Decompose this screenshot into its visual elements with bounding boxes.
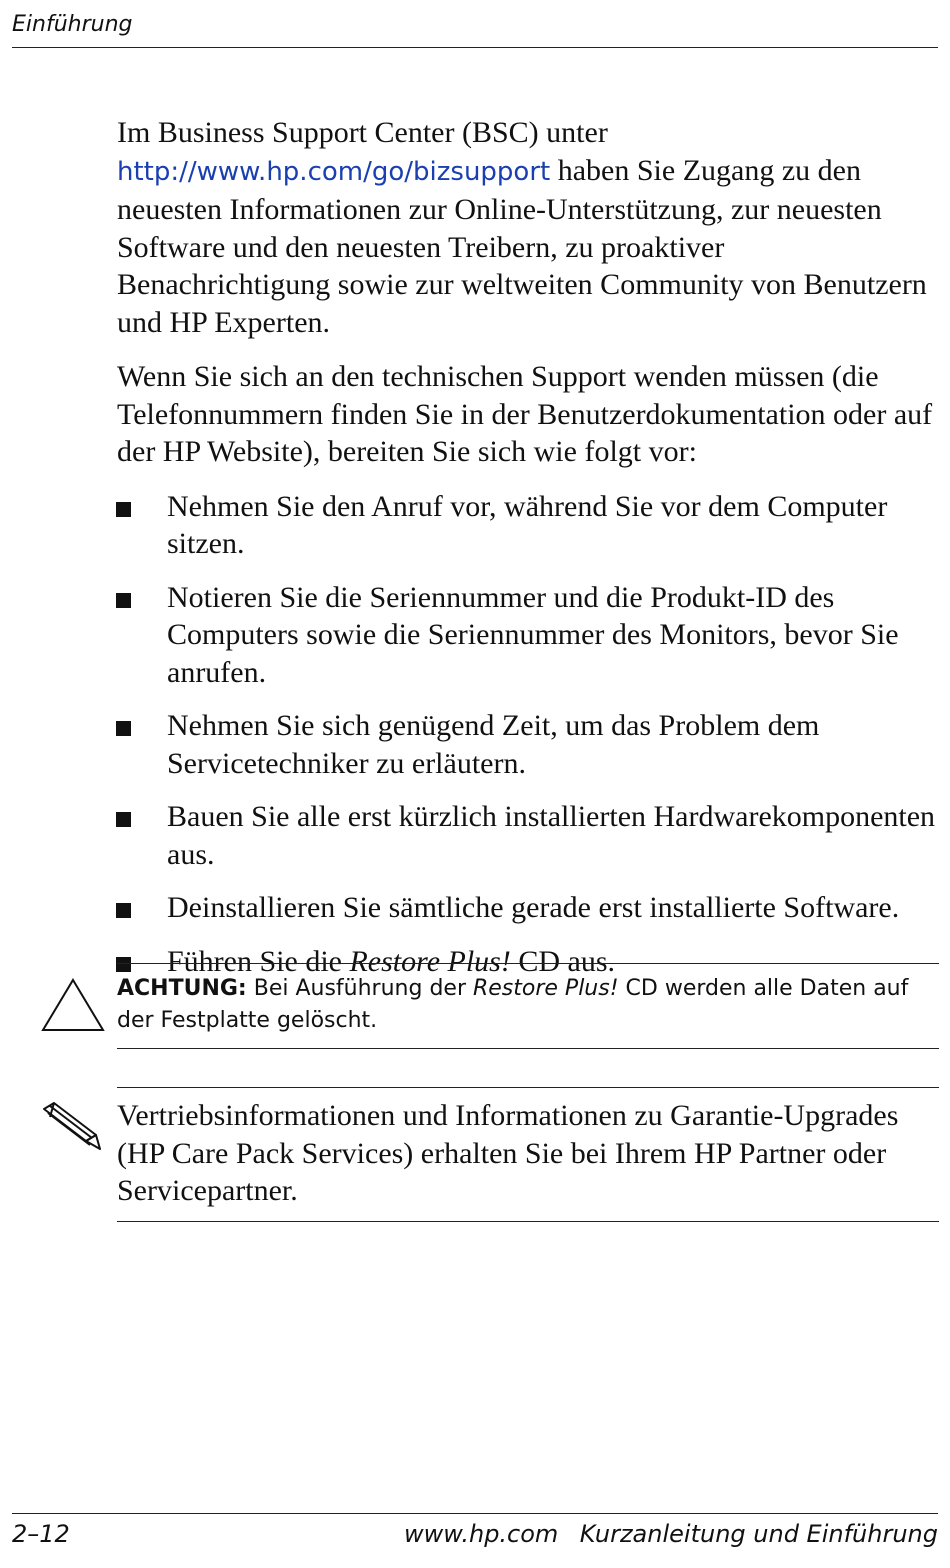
- list-item: [117, 707, 939, 782]
- footer-doc-title: Kurzanleitung und Einführung: [579, 1520, 938, 1548]
- caution-text-post: CD werden alle Daten auf der Festplatte gelöscht.: [117, 976, 909, 1033]
- note-rule-bottom: [117, 1221, 939, 1222]
- footer-url[interactable]: www.hp.com: [404, 1520, 559, 1548]
- list-item-text: Deinstallieren Sie sämtliche gerade erst installierte Software.: [167, 891, 900, 924]
- pencil-note-icon: [40, 1101, 102, 1153]
- paragraph-bsc-rest: haben Sie Zugang zu den neuesten Informationen zur Online-Unterstützung, zur neuesten Software und den neuesten Treibern, zu proaktiver Benachrichtigung sowie zur weltweiten Community von Benutzern und HP Experten.: [117, 153, 927, 339]
- list-item-text: Nehmen Sie den Anruf vor, während Sie vor dem Computer sitzen.: [167, 489, 888, 560]
- restore-plus-title: Restore Plus!: [349, 944, 511, 978]
- list-item-text: Notieren Sie die Seriennummer und die Produkt-ID des Computers sowie die Seriennummer des Monitors, bevor Sie anrufen.: [167, 580, 899, 689]
- paragraph-support: Wenn Sie sich an den technischen Support wenden müssen (die Telefonnummern finden Sie in der Benutzerdokumentation oder auf der HP Website), bereiten Sie sich wie folgt vor:: [117, 360, 933, 468]
- caution-rule-bottom: [117, 1048, 939, 1049]
- paragraph-bsc-intro: Im Business Support Center (BSC) unter: [117, 116, 608, 149]
- square-bullet-icon: [116, 502, 131, 517]
- bizsupport-link[interactable]: http://www.hp.com/go/bizsupport: [117, 156, 551, 187]
- caution-text-pre: Bei Ausführung der: [246, 976, 473, 1001]
- list-item: [117, 889, 939, 927]
- square-bullet-icon: [116, 812, 131, 827]
- square-bullet-icon: [116, 903, 131, 918]
- caution-restore-plus: Restore Plus!: [472, 976, 619, 1001]
- caution-label: ACHTUNG:: [117, 976, 247, 1001]
- note-text: Vertriebsinformationen und Informationen zu Garantie-Upgrades (HP Care Pack Services) erhalten Sie bei Ihrem HP Partner oder Servicepartner.: [117, 1099, 899, 1207]
- list-item: [117, 579, 939, 692]
- square-bullet-icon: [116, 721, 131, 736]
- footer: [12, 1520, 938, 1550]
- page-number: 2–12: [12, 1520, 70, 1548]
- list-item-text: Bauen Sie alle erst kürzlich installierten Hardwarekomponenten aus.: [167, 800, 936, 871]
- square-bullet-icon: [116, 593, 131, 608]
- caution-triangle-icon: [40, 977, 106, 1033]
- paragraph-bsc: [117, 114, 939, 341]
- caution-rule-top: [117, 963, 939, 964]
- list-item-text: Nehmen Sie sich genügend Zeit, um das Problem dem Servicetechniker zu erläutern.: [167, 709, 820, 780]
- header-rule: [12, 47, 938, 48]
- preparation-list: [117, 488, 939, 981]
- list-item: [117, 798, 939, 873]
- footer-rule: [12, 1513, 938, 1514]
- note-rule-top: [117, 1087, 939, 1088]
- list-item-text-pre: Führen Sie die: [167, 944, 350, 978]
- list-item-text-post: CD aus.: [510, 944, 616, 978]
- square-bullet-icon: [116, 957, 131, 972]
- list-item: [117, 488, 939, 563]
- caution-text: [117, 973, 939, 1037]
- running-header: Einführung: [12, 12, 133, 37]
- main-content: [117, 114, 939, 996]
